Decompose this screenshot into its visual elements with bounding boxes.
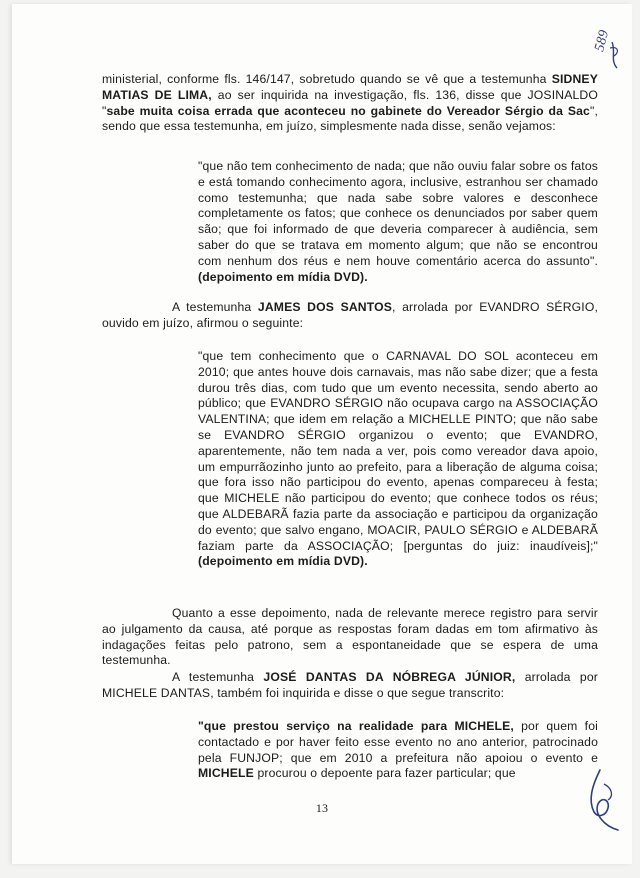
quote-reference: (depoimento em mídia DVD). [198, 269, 368, 284]
witness-name: JOSÉ DANTAS DA NÓBREGA JÚNIOR, [263, 670, 516, 684]
folio-stamp-signature [582, 12, 632, 72]
quoted-statement: sabe muita coisa errada que aconteceu no gabinete do Vereador Sérgio da Sac [106, 103, 590, 118]
quote-sidney [198, 159, 598, 285]
page-number: 13 [315, 801, 329, 815]
paragraph-text: Quanto a esse depoimento, nada de relevante merece registro para servir ao julgamento da causa, até porque as respostas foram dadas em tom afirmativo às indagações feitas pelo patrono, sem a espontaneidade que se espera de uma testemunha. [102, 606, 598, 668]
quote-james [198, 349, 598, 570]
paragraph-text: A testemunha [172, 300, 258, 314]
folio-number: 589 [592, 28, 613, 54]
paragraph-sidney-testimony [102, 72, 598, 135]
paragraph-text: arrolada por MICHELE DANTAS, também foi inquirida e disse o que segue transcrito: [102, 670, 598, 700]
quote-text: "que tem conhecimento que o CARNAVAL DO SOL aconteceu em 2010; que antes houve dois carnavais, mas não sabe dizer; que a festa durou três dias, com tudo que um evento necessita, sendo aberto ao público; que EVANDRO SÉRGIO não ocupava cargo na ASSOCIAÇÃO VALENTINA; que idem em relação a MICHELLE PINTO; que não sabe se EVANDRO SÉRGIO organizou o evento; que EVANDRO, aparentemente, não tem nada a ver, pois como vereador dava apoio, um empurrãozinho junto ao prefeito, para a liberação de alguma coisa; que fora isso não participou do evento, apenas compareceu à festa; que MICHELE não participou do evento; que conhece todos os réus; que ALDEBARÃ fazia parte da associação e participou da organização do evento; que salvo engano, MOACIR, PAULO SÉRGIO e ALDEBARÃ faziam parte da ASSOCIAÇÃO; [perguntas do juiz: inaudíveis];" [198, 349, 598, 553]
witness-name: JAMES DOS SANTOS [257, 300, 393, 314]
paragraph-text: A testemunha [172, 670, 264, 684]
quote-text: por quem foi contactado e por haver feito esse evento no ano anterior, patrocinado pela FUNJOP; que em 2010 a prefeitura não apoiou o evento e [198, 719, 598, 765]
handwritten-signature [578, 766, 628, 836]
quote-text: procurou o depoente para fazer particular; que [253, 766, 516, 781]
quote-bold-text: "que prestou serviço na realidade para MICHELE, [198, 719, 514, 733]
paragraph-analysis [102, 606, 598, 669]
quote-jose [198, 719, 598, 782]
paragraph-james-intro [102, 300, 598, 332]
paragraph-text: ministerial, conforme fls. 146/147, sobretudo quando se vê que a testemunha [102, 72, 552, 86]
quote-reference: (depoimento em mídia DVD). [198, 554, 368, 569]
quote-text: "que não tem conhecimento de nada; que não ouviu falar sobre os fatos e está tomando conhecimento agora, inclusive, estranhou ser chamado como testemunha; que nada sabe sobre valores e desconhece completamente os fatos; que conhece os denunciados por saber quem são; que foi informado de que deveria comparecer à audiência, sem saber do que se tratava em momento algum; que não se encontrou com nenhum dos réus e nem houve comentário acerca do assunto". [198, 159, 598, 268]
paragraph-text: ao ser inquirida na investigação, fls. 136, disse que JOSINALDO " [102, 87, 598, 118]
document-page [12, 4, 632, 864]
witness-name: SIDNEY MATIAS DE LIMA, [102, 72, 598, 102]
paragraph-text: , arrolada por EVANDRO SÉRGIO, ouvido em juízo, afirmou o seguinte: [102, 300, 598, 330]
paragraph-jose-intro [102, 670, 598, 702]
paragraph-text: ", sendo que essa testemunha, em juízo, simplesmente nada disse, senão vejamos: [102, 103, 598, 134]
quote-bold-text: MICHELE [198, 766, 254, 781]
